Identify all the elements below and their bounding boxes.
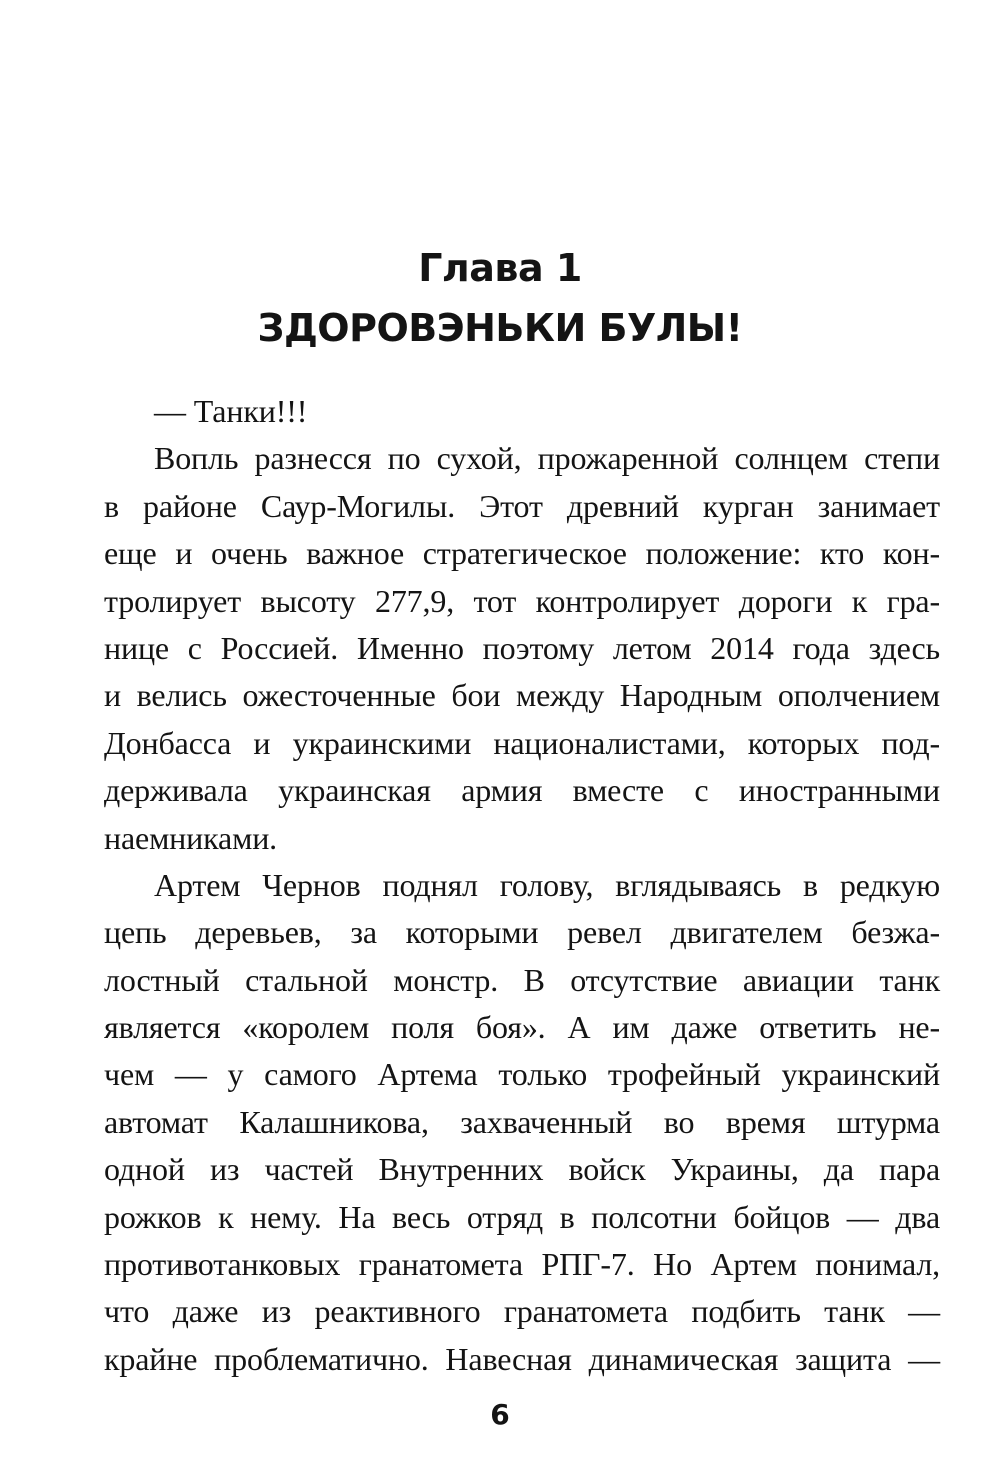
text-line: в районе Саур-Могилы. Этот древний курган занимает: [104, 487, 940, 524]
text-line: крайне проблематично. Навесная динамическая защита —: [104, 1340, 940, 1377]
text-line: держивала украинская армия вместе с иностранными: [104, 772, 940, 809]
text-line: противотанковых гранатомета РПГ-7. Но Артем понимал,: [104, 1246, 940, 1283]
text-line: одной из частей Внутренних войск Украины, да пара: [104, 1151, 940, 1188]
text-line: рожков к нему. На весь отряд в полсотни бойцов — два: [104, 1198, 940, 1235]
text-line: является «королем поля боя». А им даже ответить не-: [104, 1009, 940, 1046]
chapter-number: Глава 1: [418, 246, 582, 290]
text-line: лостный стальной монстр. В отсутствие авиации танк: [104, 961, 940, 998]
paragraph-2: [104, 435, 940, 862]
paragraph-1: [104, 388, 940, 435]
text-line: тролирует высоту 277,9, тот контролирует дороги к гра-: [104, 582, 940, 619]
page-number: 6: [490, 1398, 510, 1431]
text-line: что даже из реактивного гранатомета подбить танк —: [104, 1293, 940, 1330]
text-line: цепь деревьев, за которыми ревел двигателем безжа-: [104, 914, 940, 951]
text-line: чем — у самого Артема только трофейный украинский: [104, 1056, 940, 1093]
text-line: нице с Россией. Именно поэтому летом 2014 года здесь: [104, 629, 940, 666]
text-line: еще и очень важное стратегическое положение: кто кон-: [104, 535, 940, 572]
text-line: Донбасса и украинскими националистами, которых под-: [104, 724, 940, 761]
text-line: Вопль разнесся по сухой, прожаренной солнцем степи: [154, 440, 940, 477]
paragraph-3: [104, 862, 940, 1383]
text-line: автомат Калашникова, захваченный во время штурма: [104, 1103, 940, 1140]
body-text: [104, 388, 940, 1383]
chapter-title: ЗДОРОВЭНЬКИ БУЛЫ!: [257, 306, 743, 350]
text-line: наемниками.: [104, 819, 278, 856]
text-line: — Танки!!!: [154, 393, 308, 429]
text-line: и велись ожесточенные бои между Народным ополчением: [104, 677, 940, 714]
text-line: Артем Чернов поднял голову, вглядываясь в редкую: [154, 866, 940, 903]
